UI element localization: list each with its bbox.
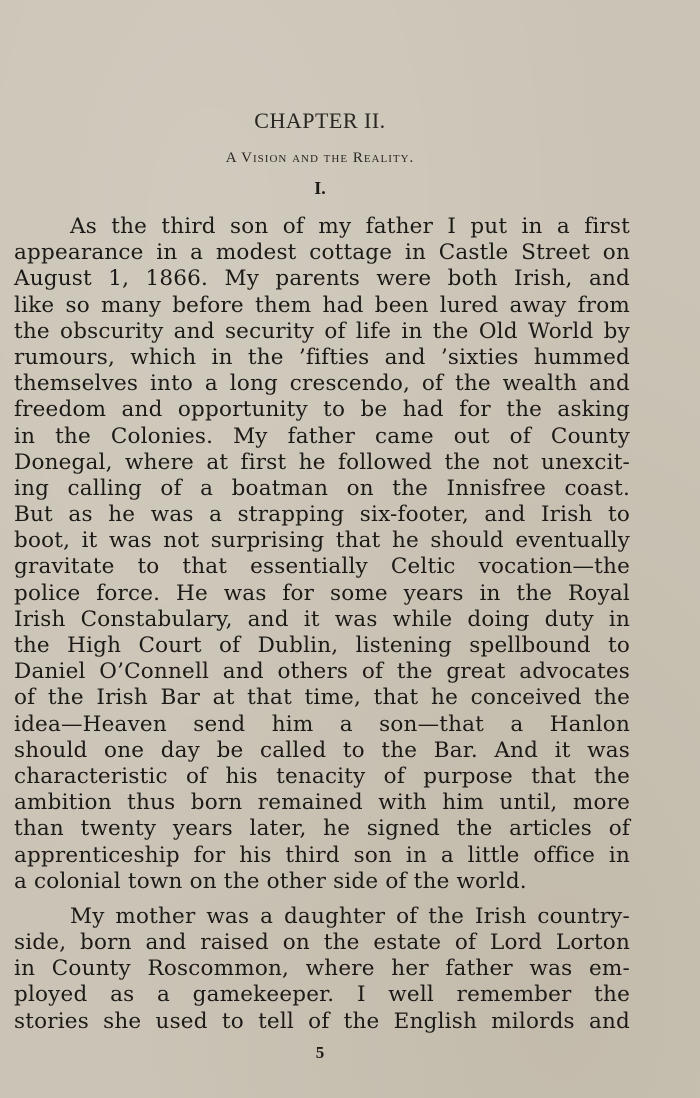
text-line: ployed as a gamekeeper. I well remember the [14, 982, 630, 1008]
text-line: of the Irish Bar at that time, that he conceived the [14, 685, 630, 711]
paragraph-2 [14, 904, 630, 1035]
text-line: ambition thus born remained with him until, more [14, 790, 630, 816]
body-text [14, 214, 630, 1035]
page-number: 5 [315, 1043, 325, 1062]
text-line: police force. He was for some years in the Royal [14, 580, 630, 606]
text-line: side, born and raised on the estate of Lord Lorton [14, 930, 630, 956]
text-line: boot, it was not surprising that he should eventually [14, 528, 630, 554]
text-line: ing calling of a boatman on the Innisfree coast. [14, 475, 630, 501]
text-line: like so many before them had been lured away from [14, 292, 630, 318]
paragraph-1 [14, 214, 630, 895]
text-line: should one day be called to the Bar. And it was [14, 737, 630, 763]
text-line: a colonial town on the other side of the world. [14, 868, 527, 894]
text-line: Irish Constabulary, and it was while doing duty in [14, 606, 630, 632]
text-line: characteristic of his tenacity of purpose that the [14, 763, 630, 789]
text-line: themselves into a long crescendo, of the wealth and [14, 371, 630, 397]
text-line: the obscurity and security of life in the Old World by [14, 318, 630, 344]
text-line: August 1, 1866. My parents were both Irish, and [14, 266, 630, 292]
text-line: My mother was a daughter of the Irish country- [70, 903, 630, 929]
text-line: in the Colonies. My father came out of County [14, 423, 630, 449]
text-line: rumours, which in the ’fifties and ’sixties hummed [14, 344, 630, 370]
text-line: apprenticeship for his third son in a little office in [14, 842, 630, 868]
text-line: freedom and opportunity to be had for the asking [14, 397, 630, 423]
text-line: Donegal, where at first he followed the not unexcit- [14, 449, 630, 475]
text-line: in County Roscommon, where her father was em- [14, 956, 630, 982]
text-line: gravitate to that essentially Celtic vocation—the [14, 554, 630, 580]
text-line: Daniel O’Connell and others of the great advocates [14, 659, 630, 685]
text-line: the High Court of Dublin, listening spellbound to [14, 633, 630, 658]
text-line: But as he was a strapping six-footer, and Irish to [14, 502, 630, 528]
text-line: stories she used to tell of the English milords and [14, 1008, 630, 1034]
text-line: As the third son of my father I put in a first [70, 214, 630, 239]
chapter-title: CHAPTER II. [254, 108, 386, 133]
text-line: idea—Heaven send him a son—that a Hanlon [14, 711, 630, 737]
paragraph-gap [14, 895, 630, 904]
section-heading: A Vision and the Reality. [225, 150, 415, 166]
text-line: appearance in a modest cottage in Castle Street on [14, 240, 630, 266]
text-line: than twenty years later, he signed the articles of [14, 816, 630, 842]
section-number: I. [314, 178, 326, 198]
